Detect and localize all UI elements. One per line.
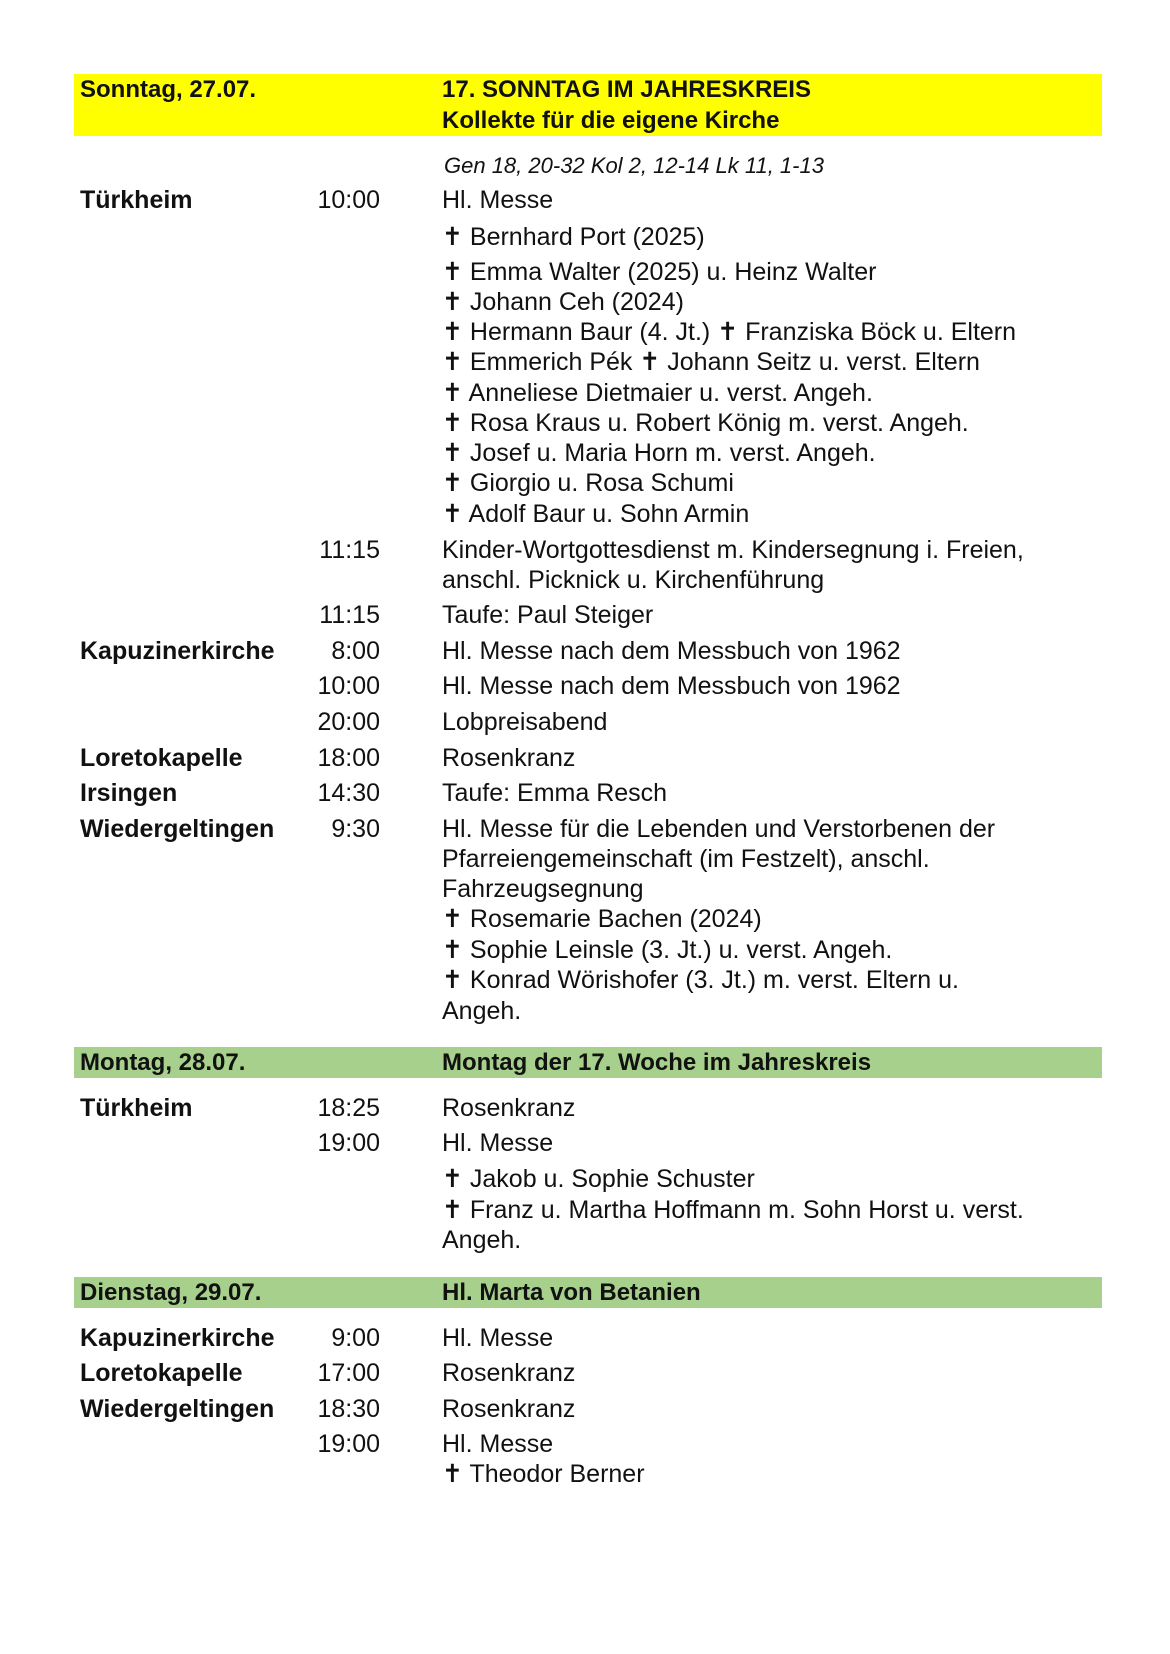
time: 8:00 (331, 637, 380, 665)
time: 17:00 (317, 1359, 380, 1387)
day-title: 17. SONNTAG IM JAHRESKREIS (442, 76, 811, 103)
location: Kapuzinerkirche (80, 1324, 275, 1352)
event-text: Hl. Messe (442, 1324, 554, 1352)
event-text: anschl. Picknick u. Kirchenführung (442, 566, 825, 594)
time: 10:00 (317, 672, 380, 700)
mass-intention: Angeh. (442, 1226, 522, 1254)
time: 20:00 (317, 708, 380, 736)
mass-intention: ✝ Franz u. Martha Hoffmann m. Sohn Horst u. verst. (442, 1196, 1024, 1224)
mass-intention: ✝ Rosemarie Bachen (2024) (442, 905, 762, 933)
time: 11:15 (319, 536, 380, 564)
location: Wiedergeltingen (80, 1395, 275, 1423)
mass-intention: ✝ Konrad Wörishofer (3. Jt.) m. verst. Eltern u. (442, 966, 959, 994)
event-text: Hl. Messe (442, 1129, 554, 1157)
day-date: Sonntag, 27.07. (80, 76, 257, 103)
event-text: Hl. Messe (442, 186, 554, 214)
time: 9:30 (331, 815, 380, 843)
mass-intention: ✝ Bernhard Port (2025) (442, 223, 705, 251)
event-text: Fahrzeugsegnung (442, 875, 644, 903)
time: 18:00 (317, 744, 380, 772)
event-text: Pfarreiengemeinschaft (im Festzelt), anschl. (442, 845, 930, 873)
location: Irsingen (80, 779, 178, 807)
day-title: Kollekte für die eigene Kirche (442, 107, 780, 134)
mass-intention: ✝ Anneliese Dietmaier u. verst. Angeh. (442, 379, 873, 407)
event-text: Hl. Messe (442, 1430, 554, 1458)
time: 18:30 (317, 1395, 380, 1423)
event-text: Rosenkranz (442, 1094, 576, 1122)
readings: Gen 18, 20-32 Kol 2, 12-14 Lk 11, 1-13 (444, 153, 824, 178)
day-date: Montag, 28.07. (80, 1049, 246, 1076)
mass-intention: Angeh. (442, 997, 522, 1025)
mass-intention: ✝ Jakob u. Sophie Schuster (442, 1165, 755, 1193)
time: 11:15 (319, 601, 380, 629)
event-text: Rosenkranz (442, 1395, 576, 1423)
time: 19:00 (317, 1430, 380, 1458)
day-header (74, 1277, 1102, 1308)
time: 19:00 (317, 1129, 380, 1157)
mass-intention: ✝ Emmerich Pék ✝ Johann Seitz u. verst. Eltern (442, 348, 980, 376)
mass-intention: ✝ Josef u. Maria Horn m. verst. Angeh. (442, 439, 876, 467)
event-text: Kinder-Wortgottesdienst m. Kindersegnung i. Freien, (442, 536, 1024, 564)
event-text: ✝ Theodor Berner (442, 1460, 645, 1488)
time: 18:25 (317, 1094, 380, 1122)
day-header (74, 1047, 1102, 1078)
day-title: Hl. Marta von Betanien (442, 1279, 701, 1306)
location: Loretokapelle (80, 1359, 243, 1387)
event-text: Hl. Messe nach dem Messbuch von 1962 (442, 672, 901, 700)
mass-intention: ✝ Giorgio u. Rosa Schumi (442, 469, 734, 497)
time: 10:00 (317, 186, 380, 214)
location: Türkheim (80, 1094, 193, 1122)
event-text: Rosenkranz (442, 744, 576, 772)
day-title: Montag der 17. Woche im Jahreskreis (442, 1049, 872, 1076)
event-text: Hl. Messe nach dem Messbuch von 1962 (442, 637, 901, 665)
day-header (74, 74, 1102, 136)
mass-intention: ✝ Adolf Baur u. Sohn Armin (442, 500, 750, 528)
location: Türkheim (80, 186, 193, 214)
location: Kapuzinerkirche (80, 637, 275, 665)
mass-intention: ✝ Hermann Baur (4. Jt.) ✝ Franziska Böck u. Eltern (442, 318, 1017, 346)
event-text: Lobpreisabend (442, 708, 608, 736)
mass-intention: ✝ Sophie Leinsle (3. Jt.) u. verst. Angeh. (442, 936, 893, 964)
event-text: Taufe: Paul Steiger (442, 601, 654, 629)
time: 9:00 (331, 1324, 380, 1352)
location: Loretokapelle (80, 744, 243, 772)
mass-intention: ✝ Johann Ceh (2024) (442, 288, 684, 316)
event-text: Taufe: Emma Resch (442, 779, 668, 807)
time: 14:30 (317, 779, 380, 807)
day-date: Dienstag, 29.07. (80, 1279, 262, 1306)
event-text: Hl. Messe für die Lebenden und Verstorbenen der (442, 815, 996, 843)
event-text: Rosenkranz (442, 1359, 576, 1387)
mass-intention: ✝ Rosa Kraus u. Robert König m. verst. Angeh. (442, 409, 969, 437)
location: Wiedergeltingen (80, 815, 275, 843)
mass-intention: ✝ Emma Walter (2025) u. Heinz Walter (442, 258, 877, 286)
